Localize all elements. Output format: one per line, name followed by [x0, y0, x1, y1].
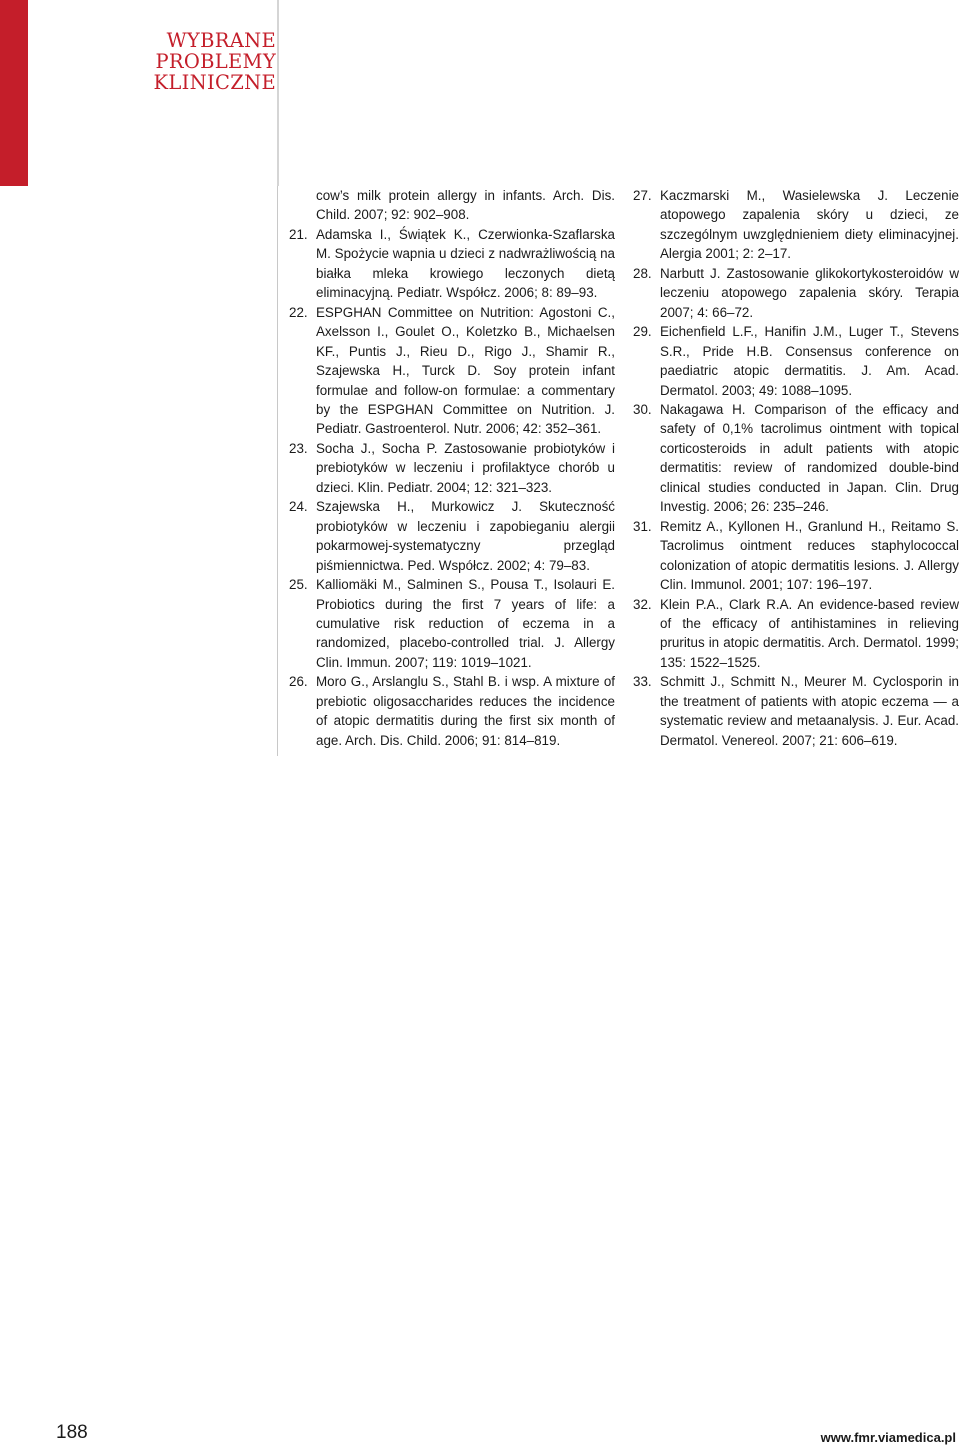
reference-text: Socha J., Socha P. Zastosowanie probiotyków i prebiotyków w leczeniu i profilaktyce chorób u dzieci. Klin. Pediatr. 2004; 12: 321–323. — [316, 440, 615, 495]
reference-item — [289, 225, 615, 303]
reference-item — [633, 264, 959, 322]
reference-text: Remitz A., Kyllonen H., Granlund H., Reitamo S. Tacrolimus ointment reduces staphylococcal colonization of atopic dermatitis lesions. J. Allergy Clin. Immunol. 2001; 107: 196–197. — [660, 518, 959, 593]
reference-number: 26. — [289, 674, 308, 690]
reference-number: 24. — [289, 499, 308, 515]
reference-item — [633, 322, 959, 400]
reference-item — [289, 439, 615, 497]
reference-item — [289, 672, 615, 750]
reference-text: Kaczmarski M., Wasielewska J. Leczenie atopowego zapalenia skóry u dzieci, ze szczególnym uwzględnieniem diety eliminacyjnej. Alergia 2001; 2: 2–17. — [660, 188, 959, 262]
reference-text: Adamska I., Świątek K., Czerwionka-Szaflarska M. Spożycie wapnia u dzieci z nadwrażliwością na białka mleka krowiego leczonych dietą eliminacyjną. Pediatr. Współcz. 2006; 8: 89–93. — [316, 226, 615, 301]
reference-number: 21. — [289, 226, 308, 242]
reference-number: 33. — [633, 674, 652, 690]
page-number: 188 — [56, 1422, 88, 1443]
reference-text: Kalliomäki M., Salminen S., Pousa T., Isolauri E. Probiotics during the first 7 years of life: a cumulative risk reduction of eczema in a randomized, placebo-controlled trial. J. Allergy Clin. Immun. 2007; 119: 1019–1021. — [316, 577, 615, 670]
reference-text: Moro G., Arslanglu S., Stahl B. i wsp. A mixture of prebiotic oligosaccharides reduces the incidence of atopic dermatitis during the first six month of age. Arch. Dis. Child. 2006; 91: 814–819. — [316, 674, 615, 748]
section-title-line: WYBRANE — [166, 29, 276, 52]
reference-number: 28. — [633, 265, 652, 281]
reference-number: 29. — [633, 324, 652, 340]
reference-text: Klein P.A., Clark R.A. An evidence-based review of the efficacy of antihistamines in relieving pruritus in atopic dermatitis. Arch. Dermatol. 1999; 135: 1522–1525. — [660, 596, 959, 670]
reference-number: 23. — [289, 440, 308, 456]
reference-text: Szajewska H., Murkowicz J. Skuteczność probiotyków w leczeniu i zapobieganiu alergii pokarmowej-systematyczny przegląd piśmiennictwa. Ped. Współcz. 2002; 4: 79–83. — [316, 499, 615, 573]
reference-item — [633, 517, 959, 595]
journal-website[interactable]: www.fmr.viamedica.pl — [820, 1430, 956, 1445]
reference-number: 30. — [633, 401, 652, 417]
reference-number: 32. — [633, 596, 652, 612]
header-gray-rule — [277, 0, 279, 186]
reference-item — [633, 186, 959, 264]
references-left-column — [289, 186, 615, 750]
section-title-line: KLINICZNE — [153, 71, 276, 94]
reference-text: ESPGHAN Committee on Nutrition: Agostoni C., Axelsson I., Goulet O., Koletzko B., Michaelsen KF., Puntis J., Rieu D., Rigo J., Shamir R., Szajewska H., Turck D. Soy protein infant formulae and follow-on formulae: a commentary by the ESPGHAN Committee on Nutrition. J. Pediatr. Gastroenterol. Nutr. 2006; 42: 352–361. — [316, 304, 615, 437]
reference-item — [633, 400, 959, 517]
reference-number: 25. — [289, 577, 308, 593]
reference-item — [289, 497, 615, 575]
reference-text: Narbutt J. Zastosowanie glikokortykosteroidów w leczeniu atopowego zapalenia skóry. Terapia 2007; 4: 66–72. — [660, 265, 959, 320]
reference-number: 27. — [633, 188, 652, 203]
reference-text: Eichenfield L.F., Hanifin J.M., Luger T., Stevens S.R., Pride H.B. Consensus conference on paediatric atopic dermatitis. J. Am. Acad. Dermatol. 2003; 49: 1088–1095. — [660, 324, 959, 398]
reference-item — [633, 595, 959, 673]
reference-number: 22. — [289, 304, 308, 320]
reference-text: Schmitt J., Schmitt N., Meurer M. Cyclosporin in the treatment of patients with atopic eczema — a systematic review and metaanalysis. J. Eur. Acad. Dermatol. Venereol. 2007; 21: 606–619. — [660, 674, 959, 748]
column-divider — [277, 186, 278, 756]
reference-item — [633, 672, 959, 750]
reference-text: Nakagawa H. Comparison of the efficacy and safety of 0,1% tacrolimus ointment with topical corticosteroids in adult patients with atopic dermatitis: review of randomized double-bind clinical studies conducted in Japan. Clin. Drug Investig. 2006; 26: 235–246. — [660, 401, 959, 515]
reference-item — [289, 575, 615, 672]
reference-item — [289, 303, 615, 439]
section-title — [100, 30, 276, 93]
reference-number: 31. — [633, 518, 652, 534]
section-color-bar — [0, 0, 28, 186]
section-title-line: PROBLEMY — [155, 50, 276, 73]
reference-continuation: cow’s milk protein allergy in infants. Arch. Dis. Child. 2007; 92: 902–908. — [316, 188, 615, 223]
references-right-column — [633, 186, 959, 750]
